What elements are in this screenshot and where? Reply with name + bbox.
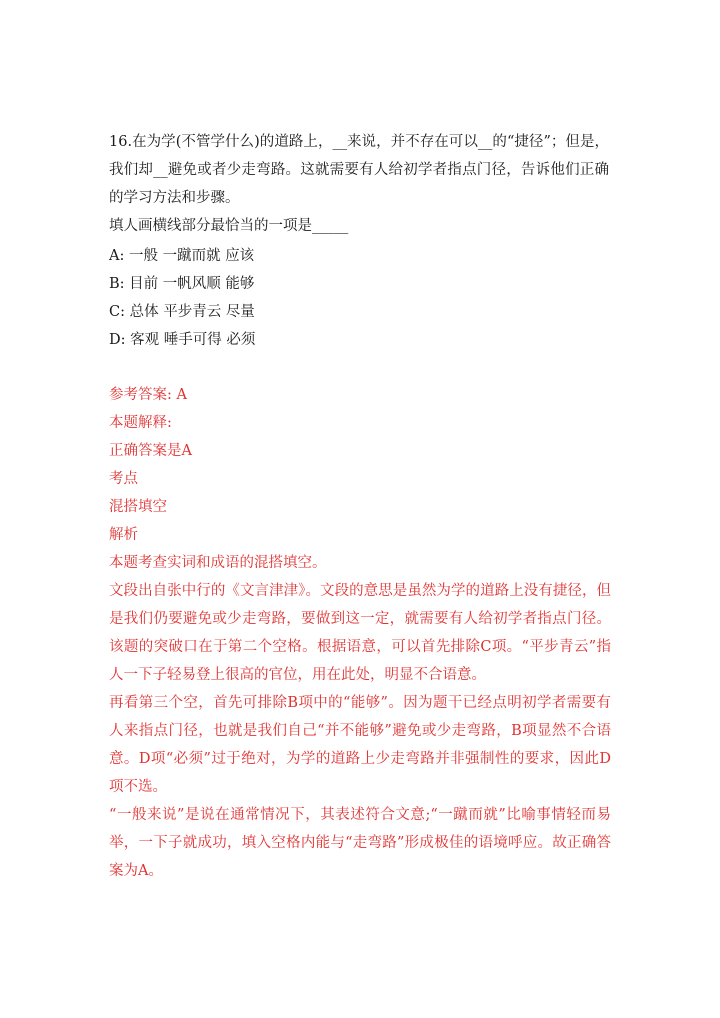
- topic-heading: 考点: [109, 471, 138, 487]
- topic-value: 混搭填空: [109, 499, 167, 515]
- analysis-paragraph: 再看第三个空，首先可排除B项中的“能够”。因为题干已经点明初学者需要有人来指点门径，也就是我们自己“并不能够”避免或少走弯路，B项显然不合语意。D项“必须”过于绝对，为学的道路上少走弯路并非强制性的要求，因此D项不选。: [109, 695, 611, 795]
- analysis-paragraph: 本题考查实词和成语的混搭填空。: [109, 555, 327, 571]
- reference-answer: 参考答案: A: [109, 387, 187, 403]
- question-block: [109, 128, 609, 354]
- analysis-heading: 解析: [109, 527, 138, 543]
- option-d: D: 客观 唾手可得 必须: [109, 332, 256, 348]
- option-c: C: 总体 平步青云 尽量: [109, 304, 255, 320]
- option-list: [109, 242, 609, 354]
- explanation-heading: 本题解释:: [109, 415, 172, 431]
- analysis-paragraph: “一般来说”是说在通常情况下，其表述符合文意;“一蹴而就”比喻事情轻而易举，一下子就成功，填入空格内能与“走弯路”形成极佳的语境呼应。故正确答案为A。: [109, 807, 611, 879]
- analysis-paragraph: 文段出自张中行的《文言津津》。文段的意思是虽然为学的道路上没有捷径，但是我们仍要避免或少走弯路，要做到这一定，就需要有人给初学者指点门径。该题的突破口在于第二个空格。根据语意，可以首先排除C项。“平步青云”指人一下子轻易登上很高的官位，用在此处，明显不合语意。: [109, 583, 611, 683]
- option-b: B: 目前 一帆风顺 能够: [109, 276, 255, 292]
- question-stem: 16.在为学(不管学什么)的道路上，__来说，并不存在可以__的“捷径”；但是，我们却__避免或者少走弯路。这就需要有人给初学者指点门径，告诉他们正确的学习方法和步骤。: [109, 134, 609, 206]
- correct-answer: 正确答案是A: [109, 443, 192, 459]
- question-prompt: 填人画横线部分最恰当的一项是_____: [109, 218, 349, 234]
- option-a: A: 一般 一蹴而就 应该: [109, 248, 255, 264]
- answer-block: [109, 381, 611, 885]
